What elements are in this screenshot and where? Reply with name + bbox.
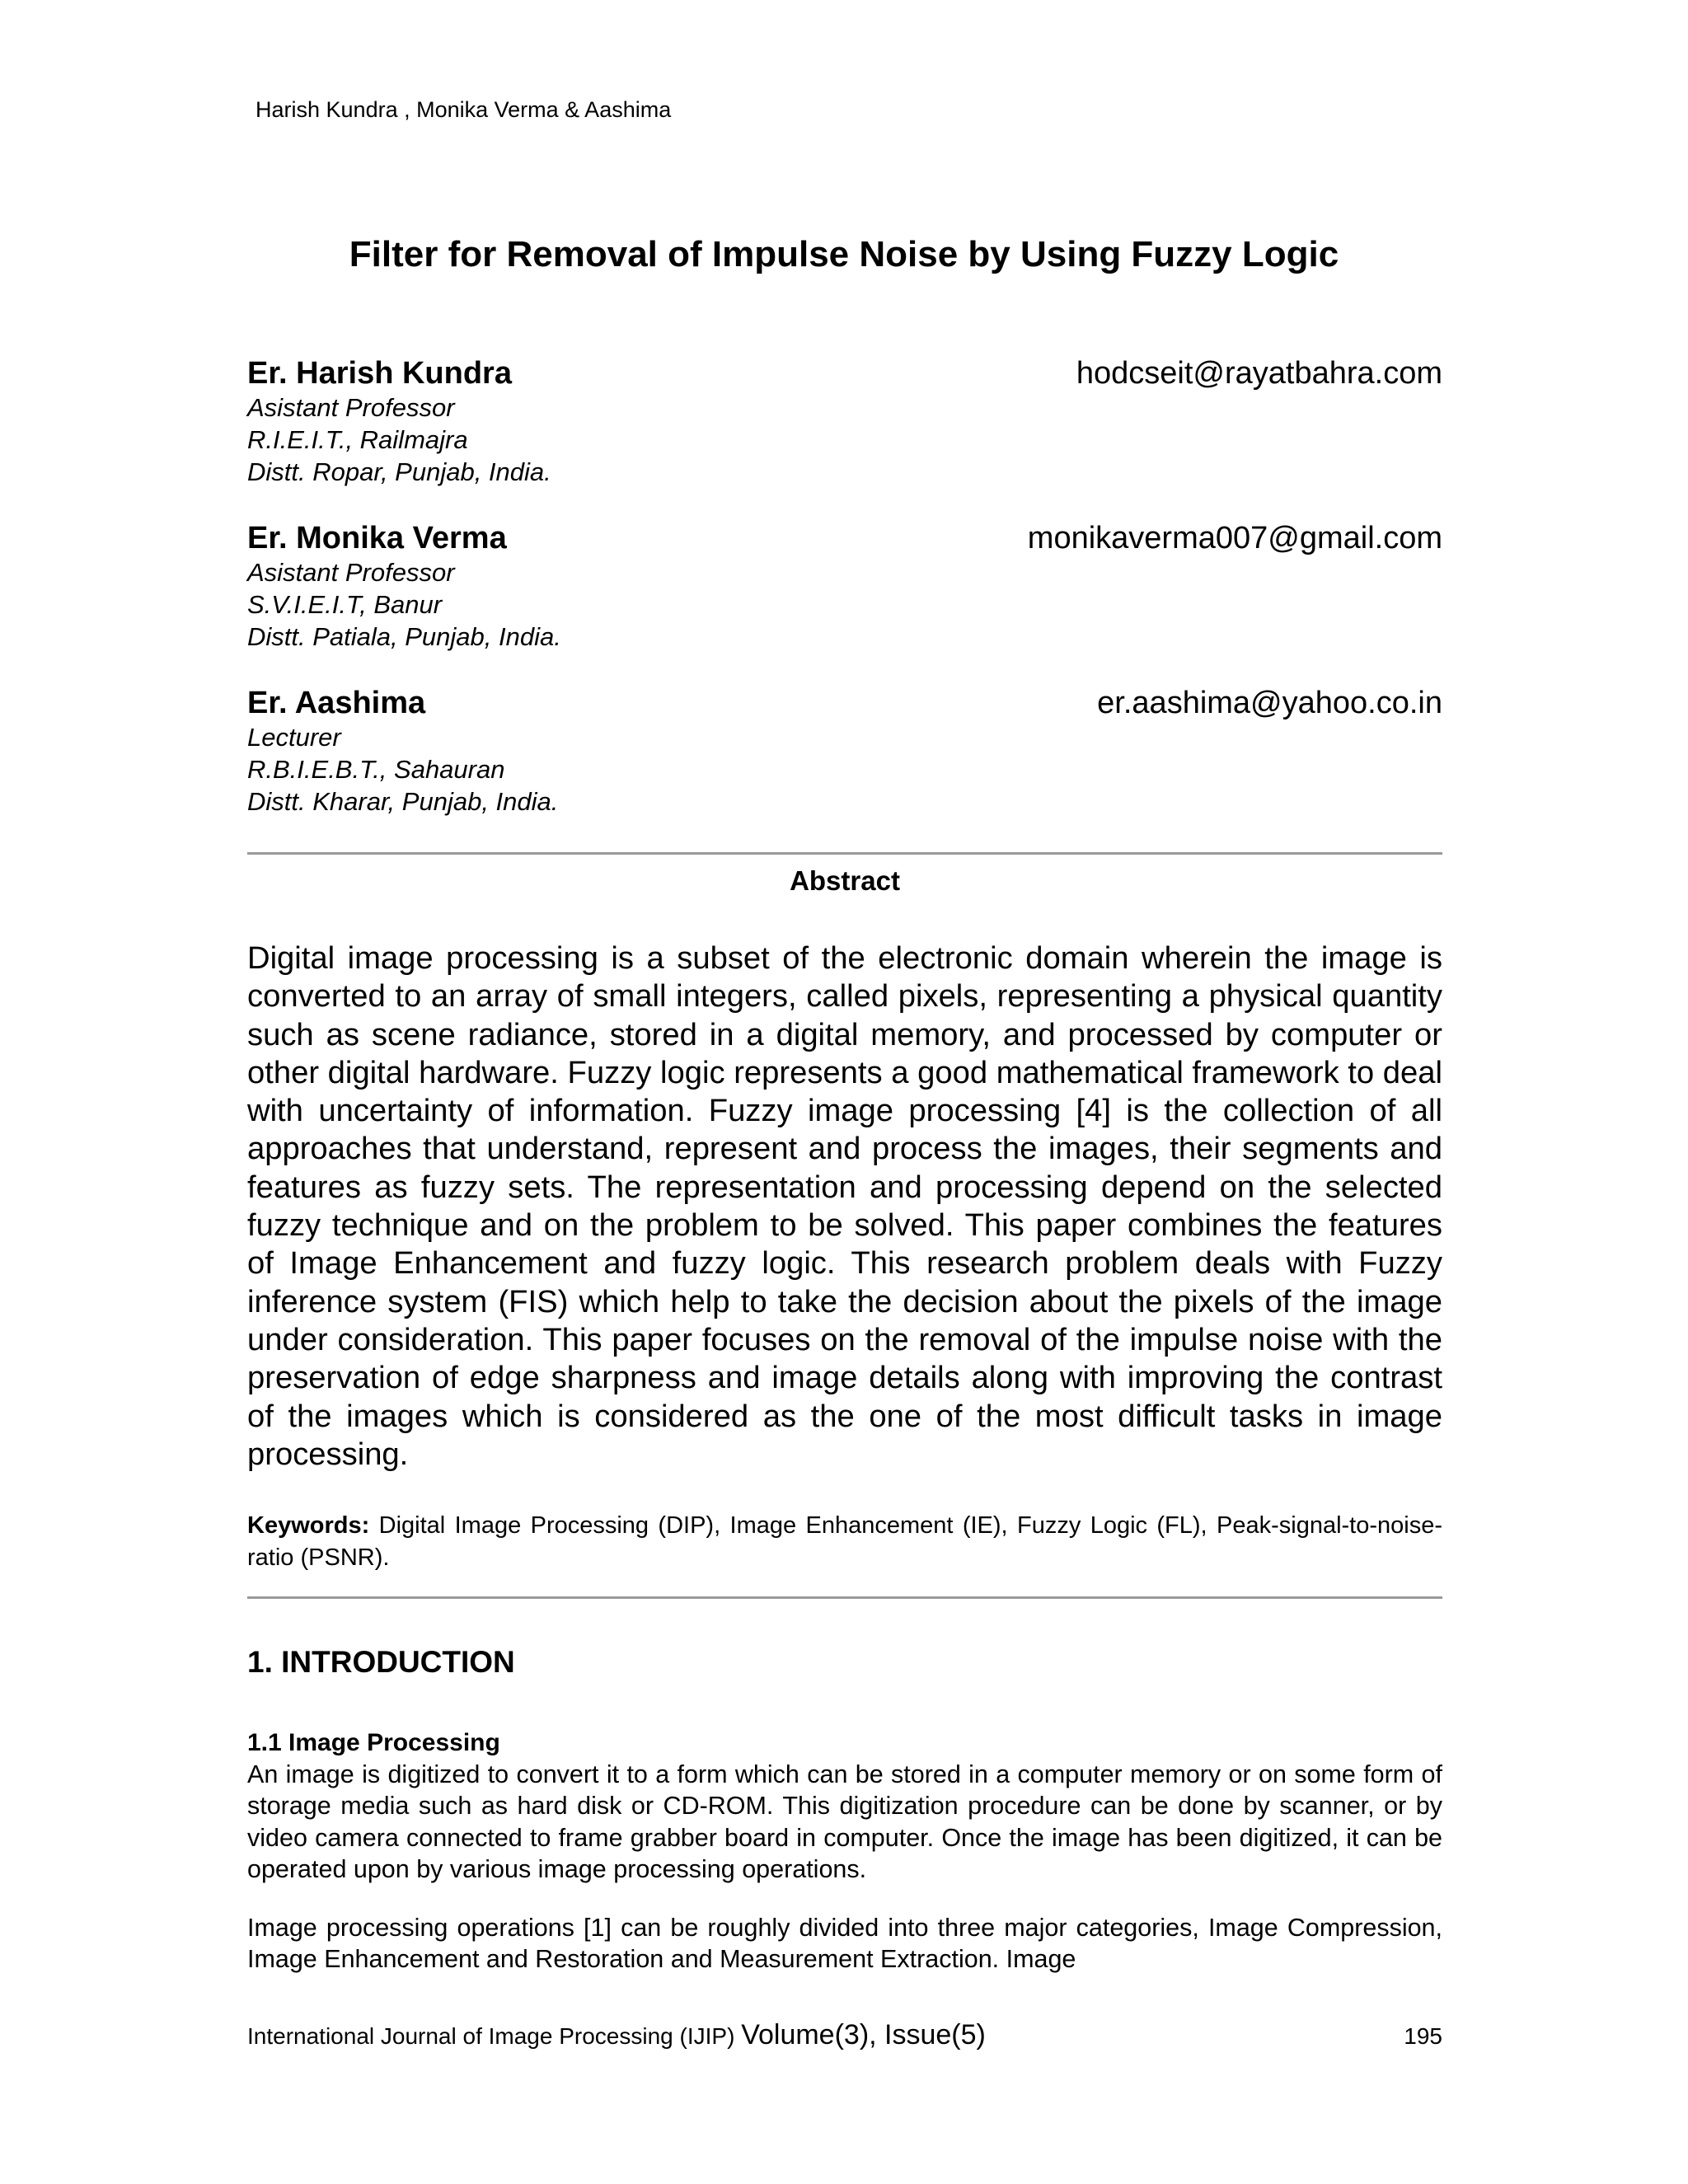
page-number: 195 — [1404, 2023, 1442, 2049]
page-footer — [247, 2019, 1442, 2051]
paragraph: Image processing operations [1] can be roughly divided into three major categories, Image Compression, Image Enhancement and Restoration and Measurement Extraction. Image — [247, 1914, 1442, 1974]
footer-volume: Volume(3), Issue(5) — [741, 2019, 986, 2050]
section-heading: 1. INTRODUCTION — [247, 1645, 515, 1679]
author-institution: R.I.E.I.T., Railmajra — [247, 425, 468, 454]
footer-journal: International Journal of Image Processing (IJIP) — [247, 2023, 735, 2049]
running-header: Harish Kundra , Monika Verma & Aashima — [256, 97, 672, 122]
author-email: hodcseit@rayatbahra.com — [1076, 356, 1442, 391]
divider — [247, 852, 1442, 855]
divider — [247, 1596, 1442, 1599]
author-name: Er. Monika Verma — [247, 521, 507, 555]
author-email: er.aashima@yahoo.co.in — [1097, 686, 1442, 720]
author-email: monikaverma007@gmail.com — [1027, 521, 1442, 555]
author-position: Asistant Professor — [247, 393, 455, 422]
abstract-body: Digital image processing is a subset of the electronic domain wherein the image is converted to an array of small integers, called pixels, representing a physical quantity such as scene radiance, stored in a digital memory, and processed by computer or other digital hardware. Fuzzy logic represents a good mathematical framework to deal with uncertainty of information. Fuzzy image processing [4] is the collection of all approaches that understand, represent and process the images, their segments and features as fuzzy sets. The representation and processing depend on the selected fuzzy technique and on the problem to be solved. This paper combines the features of Image Enhancement and fuzzy logic. This research problem deals with Fuzzy inference system (FIS) which help to take the decision about the pixels of the image under consideration. This paper focuses on the removal of the impulse noise with the preservation of edge sharpness and image details along with improving the contrast of the images which is considered as the one of the most difficult tasks in image processing. — [247, 940, 1442, 1472]
keywords-text: Digital Image Processing (DIP), Image Enhancement (IE), Fuzzy Logic (FL), Peak-signal-to-noise-ratio (PSNR). — [247, 1512, 1443, 1571]
author-location: Distt. Ropar, Punjab, India. — [247, 457, 551, 486]
author-institution: S.V.I.E.I.T, Banur — [247, 590, 443, 619]
paragraph: An image is digitized to convert it to a form which can be stored in a computer memory or on some form of storage media such as hard disk or CD-ROM. This digitization procedure can be done by scanner, or by video camera connected to frame grabber board in computer. Once the image has been digitized, it can be operated upon by various image processing operations. — [247, 1760, 1442, 1884]
author-block — [247, 686, 1442, 818]
author-block — [247, 356, 1442, 488]
author-position: Lecturer — [247, 723, 341, 752]
author-institution: R.B.I.E.B.T., Sahauran — [247, 755, 505, 784]
author-block — [247, 521, 1442, 653]
paper-title: Filter for Removal of Impulse Noise by Using Fuzzy Logic — [349, 234, 1339, 274]
keywords — [247, 1510, 1442, 1574]
author-name: Er. Harish Kundra — [247, 356, 512, 391]
subsection-heading: 1.1 Image Processing — [247, 1729, 500, 1756]
abstract-heading: Abstract — [790, 865, 900, 896]
author-name: Er. Aashima — [247, 686, 426, 720]
keywords-label: Keywords: — [247, 1512, 370, 1539]
author-location: Distt. Patiala, Punjab, India. — [247, 622, 561, 651]
author-position: Asistant Professor — [247, 558, 455, 587]
author-location: Distt. Kharar, Punjab, India. — [247, 787, 559, 816]
